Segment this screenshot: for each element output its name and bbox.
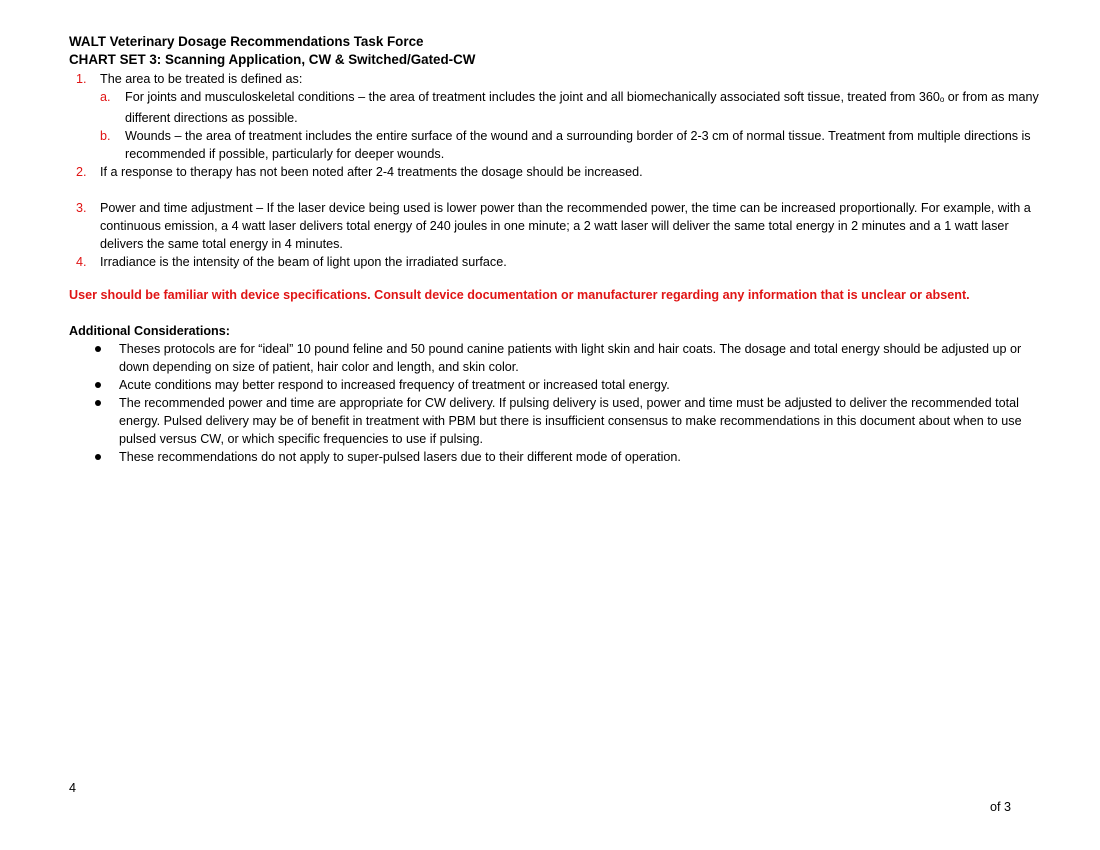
- numbered-item-1: [69, 70, 1044, 88]
- additional-considerations: [69, 322, 1044, 466]
- page-total: of 3: [990, 800, 1012, 814]
- sub-item-a: [69, 88, 1044, 127]
- list-item-text: If a response to therapy has not been noted after 2-4 treatments the dosage should be increased.: [100, 165, 643, 179]
- document-header: [69, 33, 1049, 69]
- bullet-text: Theses protocols are for “ideal” 10 pound feline and 50 pound canine patients with light skin and hair coats. The dosage and total energy should be adjusted up or down depending on size of patient, hair color and length, and skin color.: [119, 342, 1022, 374]
- bullet-text: These recommendations do not apply to super-pulsed lasers due to their different mode of operation.: [119, 450, 681, 464]
- document-title: WALT Veterinary Dosage Recommendations Task Force: [69, 34, 424, 49]
- list-marker: 3.: [76, 201, 87, 215]
- additional-considerations-title: Additional Considerations:: [69, 324, 230, 338]
- sub-item-text-start: For joints and musculoskeletal conditions – the area of treatment includes the joint and all biomechanically associated soft tissue, treated from 360: [125, 90, 940, 104]
- page-number: 4: [69, 781, 77, 795]
- list-item-text: Power and time adjustment – If the laser device being used is lower power than the recommended power, the time can be increased proportionally. For example, with a continuous emission, a 4 watt laser delivers total energy of 240 joules in one minute; a 2 watt laser will deliver the same total energy in 2 minutes and a 1 watt laser delivers the same total energy in 4 minutes.: [100, 201, 1031, 251]
- bullet-item: [69, 394, 1044, 448]
- sub-list-marker: b.: [100, 129, 111, 143]
- list-marker: 2.: [76, 165, 87, 179]
- sub-item-text: Wounds – the area of treatment includes the entire surface of the wound and a surrounding border of 2-3 cm of normal tissue. Treatment from multiple directions is recommended if possible, particularly for deeper wounds.: [125, 129, 1031, 161]
- numbered-list: [69, 70, 1044, 271]
- bullet-icon: [95, 382, 101, 388]
- numbered-item-2: [69, 163, 1044, 181]
- list-marker: 4.: [76, 255, 87, 269]
- list-marker: 1.: [76, 72, 87, 86]
- chart-set-subtitle: CHART SET 3: Scanning Application, CW & Switched/Gated-CW: [69, 52, 476, 67]
- bullet-item: [69, 340, 1044, 376]
- sub-item-b: [69, 127, 1044, 163]
- bullet-item: [69, 448, 1044, 466]
- bullet-icon: [95, 400, 101, 406]
- bullet-text: Acute conditions may better respond to increased frequency of treatment or increased total energy.: [119, 378, 670, 392]
- spacer: [69, 181, 1044, 199]
- bullet-text: The recommended power and time are appropriate for CW delivery. If pulsing delivery is used, power and time must be adjusted to deliver the recommended total energy. Pulsed delivery may be of benefit in treatment with PBM but there is insufficient consensus to make recommendations in this document about when to use pulsed versus CW, or which specific frequencies to use if pulsing.: [119, 396, 1022, 446]
- sub-list-marker: a.: [100, 90, 111, 104]
- list-item-text: Irradiance is the intensity of the beam of light upon the irradiated surface.: [100, 255, 507, 269]
- numbered-item-3: [69, 199, 1044, 253]
- sub-item-text-end: or from as many different directions as possible.: [125, 90, 1039, 125]
- device-warning: User should be familiar with device specifications. Consult device documentation or manufacturer regarding any information that is unclear or absent.: [69, 288, 970, 302]
- degree-symbol: o: [939, 95, 945, 104]
- numbered-item-4: [69, 253, 1044, 271]
- sub-list: [69, 88, 1044, 163]
- bullet-icon: [95, 454, 101, 460]
- list-item-text: The area to be treated is defined as:: [100, 72, 303, 86]
- bullet-icon: [95, 346, 101, 352]
- bullet-item: [69, 376, 1044, 394]
